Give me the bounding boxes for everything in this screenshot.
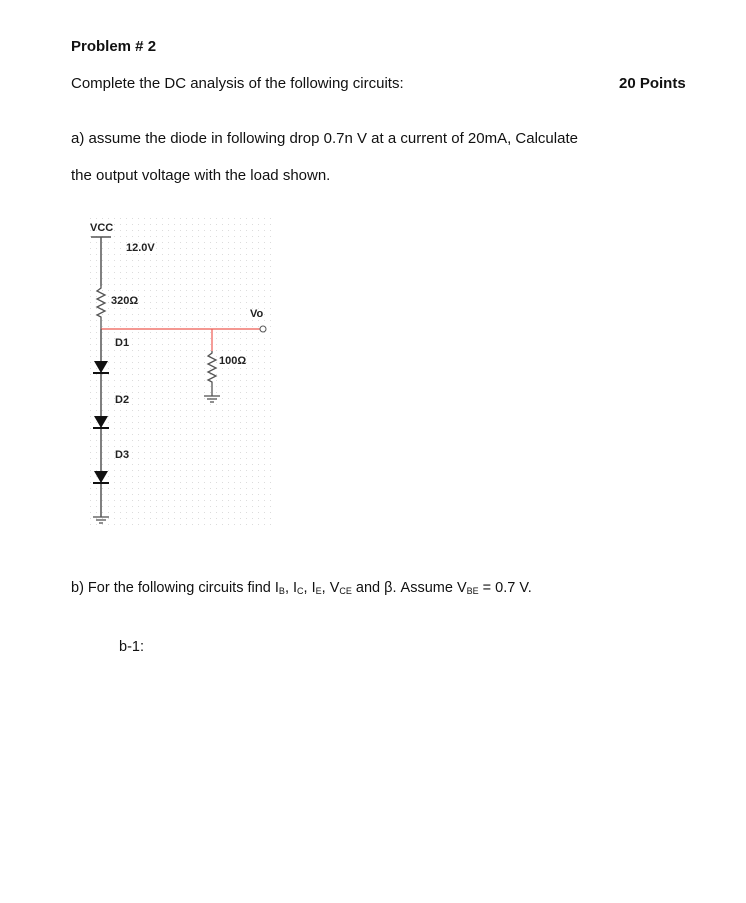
part-b-text-3: , I <box>303 580 316 596</box>
d3-label: D3 <box>115 449 130 461</box>
resistor-r1-symbol <box>97 286 105 329</box>
part-b-text-4: , V <box>321 580 340 596</box>
d2-label: D2 <box>115 394 130 406</box>
part-a-line-1: a) assume the diode in following drop 0.7n V at a current of 20mA, Calculate <box>71 130 578 147</box>
r-load-label: 100Ω <box>219 355 247 367</box>
points-label: 20 Points <box>619 75 686 92</box>
part-b-text <box>71 580 532 596</box>
diode-d1-symbol <box>93 361 109 373</box>
sub-b: B <box>278 586 285 596</box>
circuit-svg <box>86 214 276 534</box>
vcc-label: VCC <box>90 222 114 234</box>
sub-e: E <box>315 586 322 596</box>
subpart-b1-label: b-1: <box>119 639 144 655</box>
problem-title: Problem # 2 <box>71 38 157 55</box>
d1-label: D1 <box>115 337 130 349</box>
sub-ce: CE <box>339 586 352 596</box>
sub-be: BE <box>466 586 479 596</box>
sub-c: C <box>297 586 304 596</box>
r1-label: 320Ω <box>111 295 139 307</box>
problem-intro: Complete the DC analysis of the following circuits: <box>71 75 404 92</box>
diode-circuit-schematic <box>86 214 276 534</box>
part-b-text-2: , I <box>284 580 298 596</box>
part-b-text-1: b) For the following circuits find I <box>71 580 279 596</box>
part-b-text-5: and β. Assume V <box>351 580 467 596</box>
ground-load-symbol <box>204 396 220 402</box>
part-b-text-6: = 0.7 V. <box>478 580 532 596</box>
vcc-value-label: 12.0V <box>126 242 155 254</box>
diode-d2-symbol <box>93 416 109 428</box>
ground-diode-symbol <box>93 517 109 523</box>
resistor-load-symbol <box>208 351 216 396</box>
part-a-line-2: the output voltage with the load shown. <box>71 167 331 184</box>
diode-d3-symbol <box>93 471 109 483</box>
schematic-grid <box>90 218 271 525</box>
output-label: Vo <box>250 308 264 320</box>
